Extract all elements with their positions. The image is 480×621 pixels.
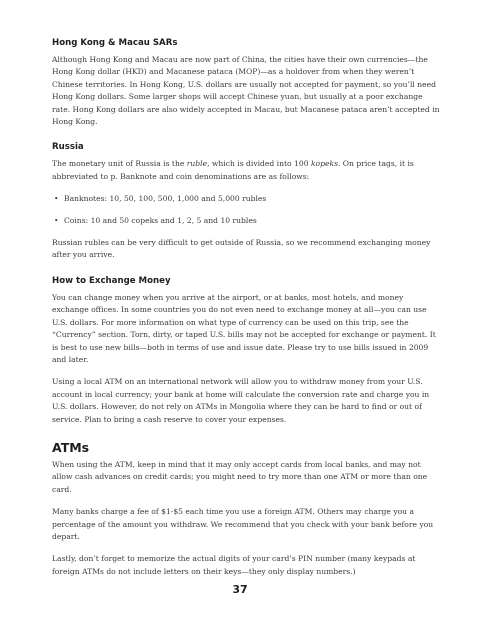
page-number: 37 (232, 583, 248, 596)
denomination-list (52, 193, 442, 227)
hong-kong-macau-section (52, 38, 442, 128)
atms-paragraph-2: Many banks charge a fee of $1-$5 each time you use a foreign ATM. Others may charge you a percentage of the amount you withdraw. We recommend that you check with your bank before you depart. (52, 507, 434, 541)
kopeks-term: kopeks (310, 159, 338, 169)
hong-kong-macau-paragraph: Although Hong Kong and Macau are now part of China, the cities have their own currencies—the Hong Kong dollar (HKD) and Macanese pataca (MOP)—as a holdover from when they weren’t Chinese territories. In Hong Kong, U.S. dollars are usually not accepted for payment, so you’ll need Hong Kong dollars. Some larger shops will accept Chinese yuan, but usually at a poor exchange rate. Hong Kong dollars are also widely accepted in Macau, but Macanese pataca aren’t accepted in Hong Kong. (52, 55, 440, 127)
russia-intro-text-1: The monetary unit of Russia is the (52, 159, 187, 169)
bullet-icon: • (54, 194, 59, 204)
exchange-money-section (52, 276, 442, 426)
russia-intro-paragraph (52, 158, 442, 183)
atms-paragraph-3: Lastly, don’t forget to memorize the actual digits of your card’s PIN number (many keypads at foreign ATMs do not include letters on their keys—they only display numbers.) (52, 554, 416, 576)
section-heading-exchange-money: How to Exchange Money (52, 275, 171, 286)
russia-section (52, 142, 442, 261)
section-heading-atms: ATMs (52, 439, 90, 455)
document-page (52, 38, 442, 588)
exchange-paragraph-2: Using a local ATM on an international network will allow you to withdraw money from your U.S. account in local currency; your bank at home will calculate the conversion rate and charge you in U.S. dollars. However, do not rely on ATMs in Mongolia where they can be hard to find or out of service. Plan to bring a cash reserve to cover your expenses. (52, 377, 430, 424)
list-item (52, 193, 442, 205)
bullet-icon: • (54, 215, 59, 225)
exchange-paragraph-1: You can change money when you arrive at the airport, or at banks, most hotels, and money exchange offices. In some countries you do not even need to exchange money at all—you can use U.S. dollars. For more information on what type of currency can be used on this trip, see the “Currency” section. Torn, dirty, or taped U.S. bills may not be accepted for exchange or payment. It is best to use new bills—both in terms of use and issue date. Please try to use bills issued in 2009 and later. (52, 292, 436, 364)
atms-paragraph-1: When using the ATM, keep in mind that it may only accept cards from local banks, and may not allow cash advances on credit cards; you might need to try more than one ATM or more than one card. (52, 459, 428, 494)
list-item-text: Banknotes: 10, 50, 100, 500, 1,000 and 5,000 rubles (64, 194, 267, 204)
russia-intro-text-2: , which is divided into 100 (207, 159, 311, 169)
list-item-text: Coins: 10 and 50 copeks and 1, 2, 5 and 10 rubles (64, 215, 257, 225)
russia-intro-text-3: . On price tags, it is abbreviated to p. Banknote and coin denominations are as follows: (52, 159, 414, 181)
russia-exchange-paragraph: Russian rubles can be very difficult to get outside of Russia, so we recommend exchanging money after you arrive. (52, 238, 431, 260)
atms-section (52, 440, 442, 578)
ruble-term: ruble (186, 159, 208, 169)
section-heading-russia: Russia (52, 142, 84, 153)
list-item (52, 215, 442, 227)
section-heading-hong-kong-macau: Hong Kong & Macau SARs (52, 38, 178, 48)
